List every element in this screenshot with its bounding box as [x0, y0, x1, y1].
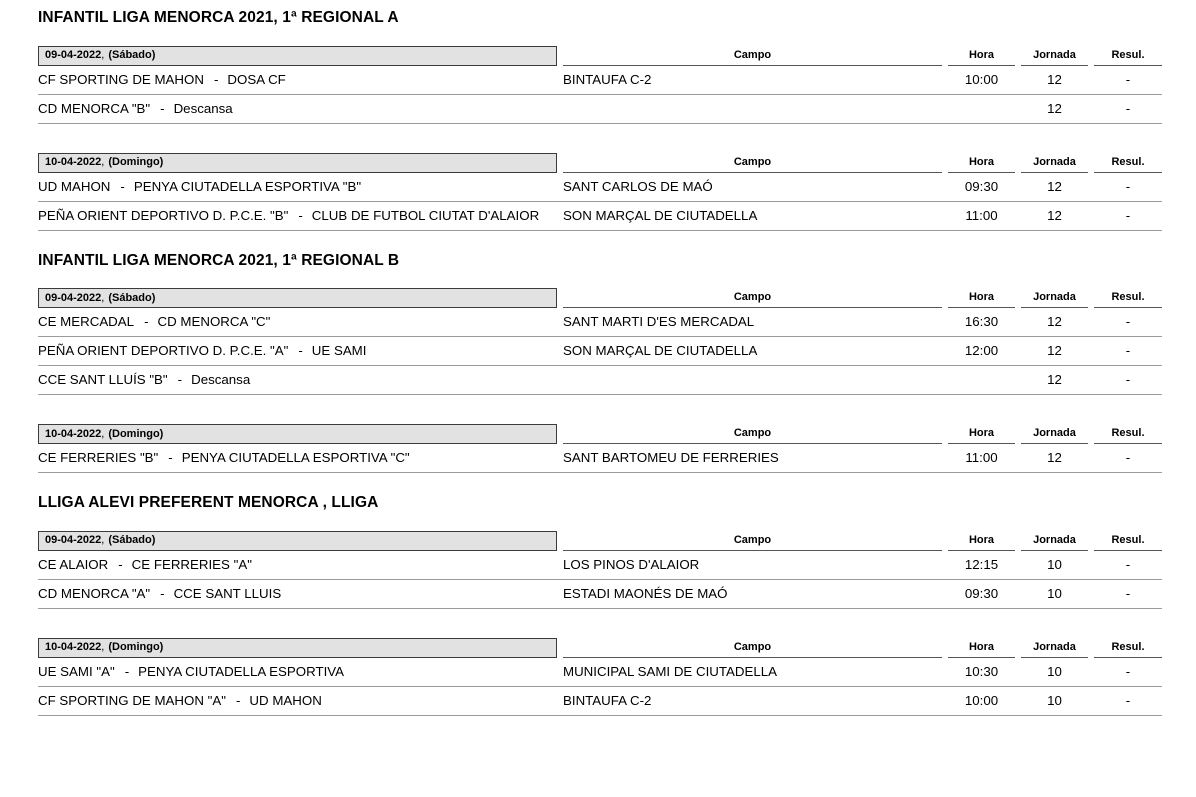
versus-separator: - [177, 372, 183, 387]
column-header-resultado: Resul. [1094, 638, 1162, 658]
hora-cell: 12:00 [964, 343, 999, 358]
away-team: CLUB DE FUTBOL CIUTAT D'ALAIOR [311, 207, 540, 223]
date-separator: , [101, 156, 105, 168]
versus-separator: - [168, 450, 173, 465]
resultado-cell: - [1125, 100, 1131, 116]
home-team: CD MENORCA "A" [38, 585, 151, 601]
home-team: CF SPORTING DE MAHON [38, 71, 204, 87]
home-team: CE MERCADAL [38, 314, 135, 329]
match-cell [38, 687, 557, 715]
away-team: UD MAHON [249, 692, 322, 708]
table-row [38, 687, 1162, 716]
away-team: Descansa [173, 100, 233, 116]
hora-cell: 10:30 [964, 663, 999, 679]
column-header-campo: Campo [563, 638, 942, 658]
date-value: 09-04-2022 [45, 49, 102, 61]
match-cell [38, 551, 557, 579]
date-group [38, 46, 1162, 124]
column-header-jornada: Jornada [1021, 531, 1088, 551]
column-header-hora: Hora [948, 288, 1015, 308]
hora-cell: 11:00 [965, 207, 998, 223]
table-row [38, 95, 1162, 124]
versus-separator: - [118, 556, 123, 572]
table-header-row [38, 153, 1162, 173]
away-team: CCE SANT LLUIS [173, 585, 282, 601]
date-header-box [38, 638, 557, 658]
competition-block [38, 0, 1162, 231]
hora-cell [948, 103, 1015, 114]
date-header-box [38, 153, 557, 173]
jornada-cell: 12 [1047, 207, 1062, 223]
hora-cell: 16:30 [964, 314, 999, 329]
away-team: DOSA CF [227, 71, 286, 87]
column-header-campo: Campo [563, 153, 942, 173]
home-team: UD MAHON [38, 178, 111, 194]
campo-cell: SANT BARTOMEU DE FERRERIES [563, 450, 779, 465]
match-cell [38, 580, 557, 608]
match-cell [38, 202, 557, 230]
date-group [38, 531, 1162, 609]
hora-cell: 09:30 [964, 585, 999, 601]
match-cell [38, 173, 557, 201]
resultado-cell: - [1125, 343, 1131, 358]
match-cell [38, 308, 557, 336]
versus-separator: - [160, 100, 165, 116]
campo-cell: LOS PINOS D'ALAIOR [563, 556, 700, 572]
campo-cell: SON MARÇAL DE CIUTADELLA [563, 343, 758, 358]
jornada-cell: 12 [1047, 450, 1062, 465]
home-team: CD MENORCA "B" [38, 100, 151, 116]
campo-cell: BINTAUFA C-2 [563, 692, 652, 708]
campo-cell: SON MARÇAL DE CIUTADELLA [563, 207, 758, 223]
versus-separator: - [213, 71, 219, 87]
home-team: CE FERRERIES "B" [38, 450, 159, 465]
table-header-row [38, 46, 1162, 66]
weekday-value: (Sábado) [108, 49, 156, 61]
column-header-campo: Campo [563, 288, 942, 308]
table-row [38, 337, 1162, 366]
resultado-cell: - [1125, 663, 1131, 679]
competition-block [38, 231, 1162, 474]
jornada-cell: 12 [1047, 100, 1062, 116]
jornada-cell: 12 [1047, 343, 1062, 358]
away-team: UE SAMI [311, 343, 367, 358]
column-header-campo: Campo [563, 46, 942, 66]
table-header-row [38, 638, 1162, 658]
match-cell [38, 95, 557, 123]
date-value: 09-04-2022 [45, 291, 102, 304]
weekday-value: (Sábado) [108, 534, 156, 546]
jornada-cell: 10 [1047, 585, 1062, 601]
column-header-hora: Hora [948, 153, 1015, 173]
hora-cell [948, 375, 1015, 386]
home-team: CCE SANT LLUÍS "B" [38, 372, 168, 387]
versus-separator: - [160, 585, 165, 601]
date-header-box [38, 531, 557, 551]
column-header-jornada: Jornada [1021, 638, 1088, 658]
column-header-jornada: Jornada [1021, 424, 1088, 444]
column-header-jornada: Jornada [1021, 288, 1088, 308]
campo-cell: BINTAUFA C-2 [563, 71, 652, 87]
home-team: CE ALAIOR [38, 556, 109, 572]
hora-cell: 11:00 [965, 450, 998, 465]
table-header-row [38, 531, 1162, 551]
versus-separator: - [298, 207, 303, 223]
table-row [38, 202, 1162, 231]
date-separator: , [101, 641, 105, 653]
column-header-resultado: Resul. [1094, 424, 1162, 444]
competition-title: INFANTIL LIGA MENORCA 2021, 1ª REGIONAL B [38, 251, 400, 269]
campo-cell: SANT CARLOS DE MAÓ [563, 178, 713, 194]
match-cell [38, 66, 557, 94]
resultado-cell: - [1125, 585, 1131, 601]
weekday-value: (Domingo) [108, 641, 164, 653]
weekday-value: (Domingo) [108, 156, 164, 168]
hora-cell: 10:00 [964, 692, 999, 708]
home-team: PEÑA ORIENT DEPORTIVO D. P.C.E. "B" [38, 207, 289, 223]
date-separator: , [101, 534, 105, 546]
resultado-cell: - [1125, 692, 1131, 708]
date-separator: , [101, 49, 105, 61]
jornada-cell: 10 [1047, 556, 1062, 572]
campo-cell [563, 103, 942, 114]
hora-cell: 09:30 [964, 178, 999, 194]
home-team: CF SPORTING DE MAHON "A" [38, 692, 226, 708]
jornada-cell: 12 [1047, 71, 1062, 87]
table-row [38, 173, 1162, 202]
resultado-cell: - [1125, 178, 1131, 194]
table-row [38, 580, 1162, 609]
table-row [38, 66, 1162, 95]
column-header-hora: Hora [948, 638, 1015, 658]
resultado-cell: - [1125, 207, 1131, 223]
match-cell [38, 366, 557, 394]
date-value: 10-04-2022 [45, 641, 102, 653]
match-cell [38, 658, 557, 686]
versus-separator: - [298, 343, 303, 358]
resultado-cell: - [1125, 71, 1131, 87]
column-header-jornada: Jornada [1021, 153, 1088, 173]
column-header-hora: Hora [948, 46, 1015, 66]
hora-cell: 10:00 [964, 71, 999, 87]
date-header-box [38, 424, 557, 444]
away-team: CE FERRERIES "A" [131, 556, 252, 572]
jornada-cell: 12 [1047, 314, 1062, 329]
date-group [38, 288, 1162, 395]
date-group [38, 424, 1162, 473]
column-header-campo: Campo [563, 531, 942, 551]
match-cell [38, 337, 557, 365]
jornada-cell: 10 [1047, 663, 1062, 679]
table-row [38, 444, 1162, 473]
column-header-hora: Hora [948, 531, 1015, 551]
table-row [38, 366, 1162, 395]
versus-separator: - [124, 663, 130, 679]
competition-title: LLIGA ALEVI PREFERENT MENORCA , LLIGA [38, 494, 379, 511]
weekday-value: (Sábado) [108, 291, 156, 304]
column-header-resultado: Resul. [1094, 46, 1162, 66]
versus-separator: - [144, 314, 149, 329]
versus-separator: - [235, 692, 241, 708]
resultado-cell: - [1125, 372, 1131, 387]
home-team: UE SAMI "A" [38, 663, 115, 679]
column-header-hora: Hora [948, 424, 1015, 444]
date-header-box [38, 288, 557, 308]
date-group [38, 638, 1162, 716]
date-value: 09-04-2022 [45, 534, 102, 546]
date-separator: , [101, 427, 105, 440]
away-team: CD MENORCA "C" [157, 314, 271, 329]
column-header-jornada: Jornada [1021, 46, 1088, 66]
campo-cell [563, 375, 942, 386]
competition-title: INFANTIL LIGA MENORCA 2021, 1ª REGIONAL A [38, 9, 399, 26]
resultado-cell: - [1125, 450, 1131, 465]
campo-cell: ESTADI MAONÉS DE MAÓ [563, 585, 728, 601]
date-separator: , [101, 291, 105, 304]
column-header-campo: Campo [563, 424, 942, 444]
column-header-resultado: Resul. [1094, 288, 1162, 308]
away-team: Descansa [191, 372, 251, 387]
column-header-resultado: Resul. [1094, 153, 1162, 173]
column-header-resultado: Resul. [1094, 531, 1162, 551]
resultado-cell: - [1125, 556, 1131, 572]
away-team: PENYA CIUTADELLA ESPORTIVA [138, 663, 345, 679]
table-row [38, 658, 1162, 687]
date-value: 10-04-2022 [45, 427, 102, 440]
jornada-cell: 10 [1047, 692, 1062, 708]
campo-cell: MUNICIPAL SAMI DE CIUTADELLA [563, 663, 778, 679]
jornada-cell: 12 [1047, 178, 1062, 194]
table-row [38, 308, 1162, 337]
table-header-row [38, 424, 1162, 444]
date-header-box [38, 46, 557, 66]
hora-cell: 12:15 [964, 556, 999, 572]
away-team: PENYA CIUTADELLA ESPORTIVA "B" [133, 178, 362, 194]
date-group [38, 153, 1162, 231]
campo-cell: SANT MARTI D'ES MERCADAL [563, 314, 755, 329]
away-team: PENYA CIUTADELLA ESPORTIVA "C" [181, 450, 410, 465]
date-value: 10-04-2022 [45, 156, 102, 168]
match-cell [38, 444, 557, 472]
jornada-cell: 12 [1047, 372, 1062, 387]
weekday-value: (Domingo) [108, 427, 164, 440]
versus-separator: - [120, 178, 125, 194]
table-row [38, 551, 1162, 580]
home-team: PEÑA ORIENT DEPORTIVO D. P.C.E. "A" [38, 343, 289, 358]
competition-block [38, 473, 1162, 716]
table-header-row [38, 288, 1162, 308]
resultado-cell: - [1125, 314, 1131, 329]
